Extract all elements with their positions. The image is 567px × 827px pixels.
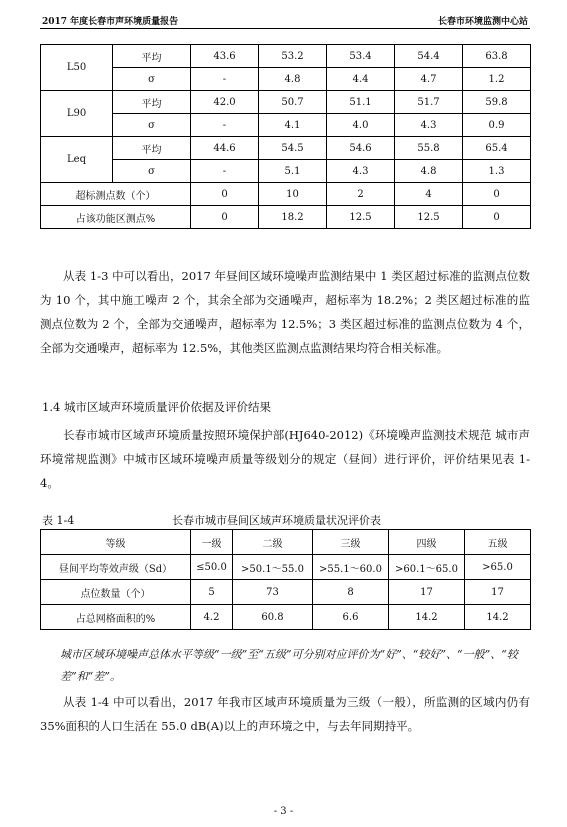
table-cell: 8: [313, 580, 389, 605]
row-label: 点位数量（个）: [41, 580, 191, 605]
table-cell: >65.0: [465, 555, 531, 580]
table-cell: 54.6: [327, 137, 395, 160]
table-cell: 4.8: [395, 160, 463, 183]
table-cell: 6.6: [313, 605, 389, 630]
table-cell: 53.4: [327, 45, 395, 68]
row-label: 昼间平均等效声级（Sd）: [41, 555, 191, 580]
grade-evaluation-table: [40, 529, 531, 630]
table-cell: 4.0: [327, 114, 395, 137]
header-report-title: 2017 年度长春市声环境质量报告: [42, 17, 179, 27]
column-header: 一级: [191, 530, 233, 555]
evaluation-paragraph: [40, 423, 530, 495]
column-header: 二级: [233, 530, 313, 555]
table-cell: 4.8: [259, 68, 327, 91]
table-cell: 4: [395, 183, 463, 206]
section-heading: 1.4 城市区域声环境质量评价依据及评价结果: [42, 400, 271, 414]
stat-label: 平均: [113, 137, 191, 160]
table-cell: 14.2: [465, 605, 531, 630]
stat-label: 平均: [113, 45, 191, 68]
table-cell: >55.1～60.0: [313, 555, 389, 580]
paragraph-text: 从表 1-4 中可以看出，2017 年我市区域声环境质量为三级（一般），所监测的区域内仍有 35%面积的人口生活在 55.0 dB(A)以上的声环境之中，与去年同期持平。: [40, 695, 530, 733]
row-label: L50: [41, 45, 113, 91]
analysis-paragraph-1: [40, 264, 530, 360]
column-header: 等级: [41, 530, 191, 555]
note-text: 城市区域环境噪声总体水平等级“一级”至“五级”可分别对应评价为“好”、“较好”、“一般”、“较差”和“差”。: [60, 648, 518, 683]
table-cell: 73: [233, 580, 313, 605]
header-organization: 长春市环境监测中心站: [437, 17, 528, 27]
stat-label: σ: [113, 114, 191, 137]
table-cell: 12.5: [395, 206, 463, 229]
summary-label: 超标测点数（个）: [41, 183, 191, 206]
table-cell: 54.5: [259, 137, 327, 160]
table-header-row: [41, 530, 531, 555]
table-cell: ≤50.0: [191, 555, 233, 580]
table-cell: 17: [389, 580, 465, 605]
table-cell: 5.1: [259, 160, 327, 183]
table-cell: 5: [191, 580, 233, 605]
table-cell: 14.2: [389, 605, 465, 630]
table-cell: 55.8: [395, 137, 463, 160]
table-cell: 4.7: [395, 68, 463, 91]
table-cell: 0: [191, 183, 259, 206]
page-number: - 3 -: [273, 806, 294, 817]
stat-label: σ: [113, 160, 191, 183]
table-cell: 50.7: [259, 91, 327, 114]
table-cell: 0: [191, 206, 259, 229]
row-label: 占总网格面积的%: [41, 605, 191, 630]
row-label: L90: [41, 91, 113, 137]
paragraph-text: 长春市城市区域声环境质量按照环境保护部(HJ640-2012)《环境噪声监测技术规范 城市声环境常规监测》中城市区域环境噪声质量等级划分的规定（昼间）进行评价，评价结果见表 1-4。: [40, 428, 530, 490]
table-cell: 42.0: [191, 91, 259, 114]
table-cell: -: [191, 160, 259, 183]
table-cell: 63.8: [463, 45, 531, 68]
table-cell: 10: [259, 183, 327, 206]
table-cell: 18.2: [259, 206, 327, 229]
analysis-paragraph-2: [40, 690, 530, 738]
table-cell: 1.3: [463, 160, 531, 183]
table-cell: >50.1～55.0: [233, 555, 313, 580]
table-cell: -: [191, 68, 259, 91]
table-cell: 0: [463, 183, 531, 206]
table-row: [41, 555, 531, 580]
page-header: [40, 12, 530, 29]
table-cell: 43.6: [191, 45, 259, 68]
row-label: Leq: [41, 137, 113, 183]
table-cell: 1.2: [463, 68, 531, 91]
table-cell: 2: [327, 183, 395, 206]
table-row: [41, 160, 531, 183]
table-row: [41, 68, 531, 91]
table-row: [41, 45, 531, 68]
table-cell: 51.1: [327, 91, 395, 114]
table-row: [41, 114, 531, 137]
table-cell: 17: [465, 580, 531, 605]
table-cell: 59.8: [463, 91, 531, 114]
stat-label: σ: [113, 68, 191, 91]
table-cell: 0.9: [463, 114, 531, 137]
table-cell: 44.6: [191, 137, 259, 160]
column-header: 三级: [313, 530, 389, 555]
table-cell: 54.4: [395, 45, 463, 68]
grade-note: [60, 644, 530, 688]
table-cell: -: [191, 114, 259, 137]
table-row: [41, 605, 531, 630]
table-cell: 0: [463, 206, 531, 229]
table-cell: 65.4: [463, 137, 531, 160]
table-cell: 60.8: [233, 605, 313, 630]
noise-statistics-table: [40, 44, 531, 229]
table-cell: >60.1～65.0: [389, 555, 465, 580]
table-cell: 4.3: [395, 114, 463, 137]
stat-label: 平均: [113, 91, 191, 114]
table-cell: 12.5: [327, 206, 395, 229]
table-row: [41, 91, 531, 114]
summary-label: 占该功能区测点%: [41, 206, 191, 229]
table-title: 长春市城市昼间区域声环境质量状况评价表: [172, 514, 381, 527]
table-cell: 4.1: [259, 114, 327, 137]
table-cell: 4.2: [191, 605, 233, 630]
column-header: 五级: [465, 530, 531, 555]
column-header: 四级: [389, 530, 465, 555]
table-number: 表 1-4: [42, 514, 75, 527]
table-cell: 4.4: [327, 68, 395, 91]
table-row: [41, 206, 531, 229]
paragraph-text: 从表 1-3 中可以看出，2017 年昼间区域环境噪声监测结果中 1 类区超过标准的监测点位数为 10 个，其中施工噪声 2 个，其余全部为交通噪声，超标率为 18.2%；2 类区超过标准的监测点位数为 2 个，全部为交通噪声，超标率为 12.5%；3 类区超过标准的监测点位数为 4 个，全部为交通噪声，超标率为 12.5%，其他类区监测点监测结果均符合相关标准。: [40, 269, 530, 355]
table-row: [41, 580, 531, 605]
table-cell: 4.3: [327, 160, 395, 183]
table-cell: 53.2: [259, 45, 327, 68]
table-cell: 51.7: [395, 91, 463, 114]
table-row: [41, 137, 531, 160]
table-row: [41, 183, 531, 206]
